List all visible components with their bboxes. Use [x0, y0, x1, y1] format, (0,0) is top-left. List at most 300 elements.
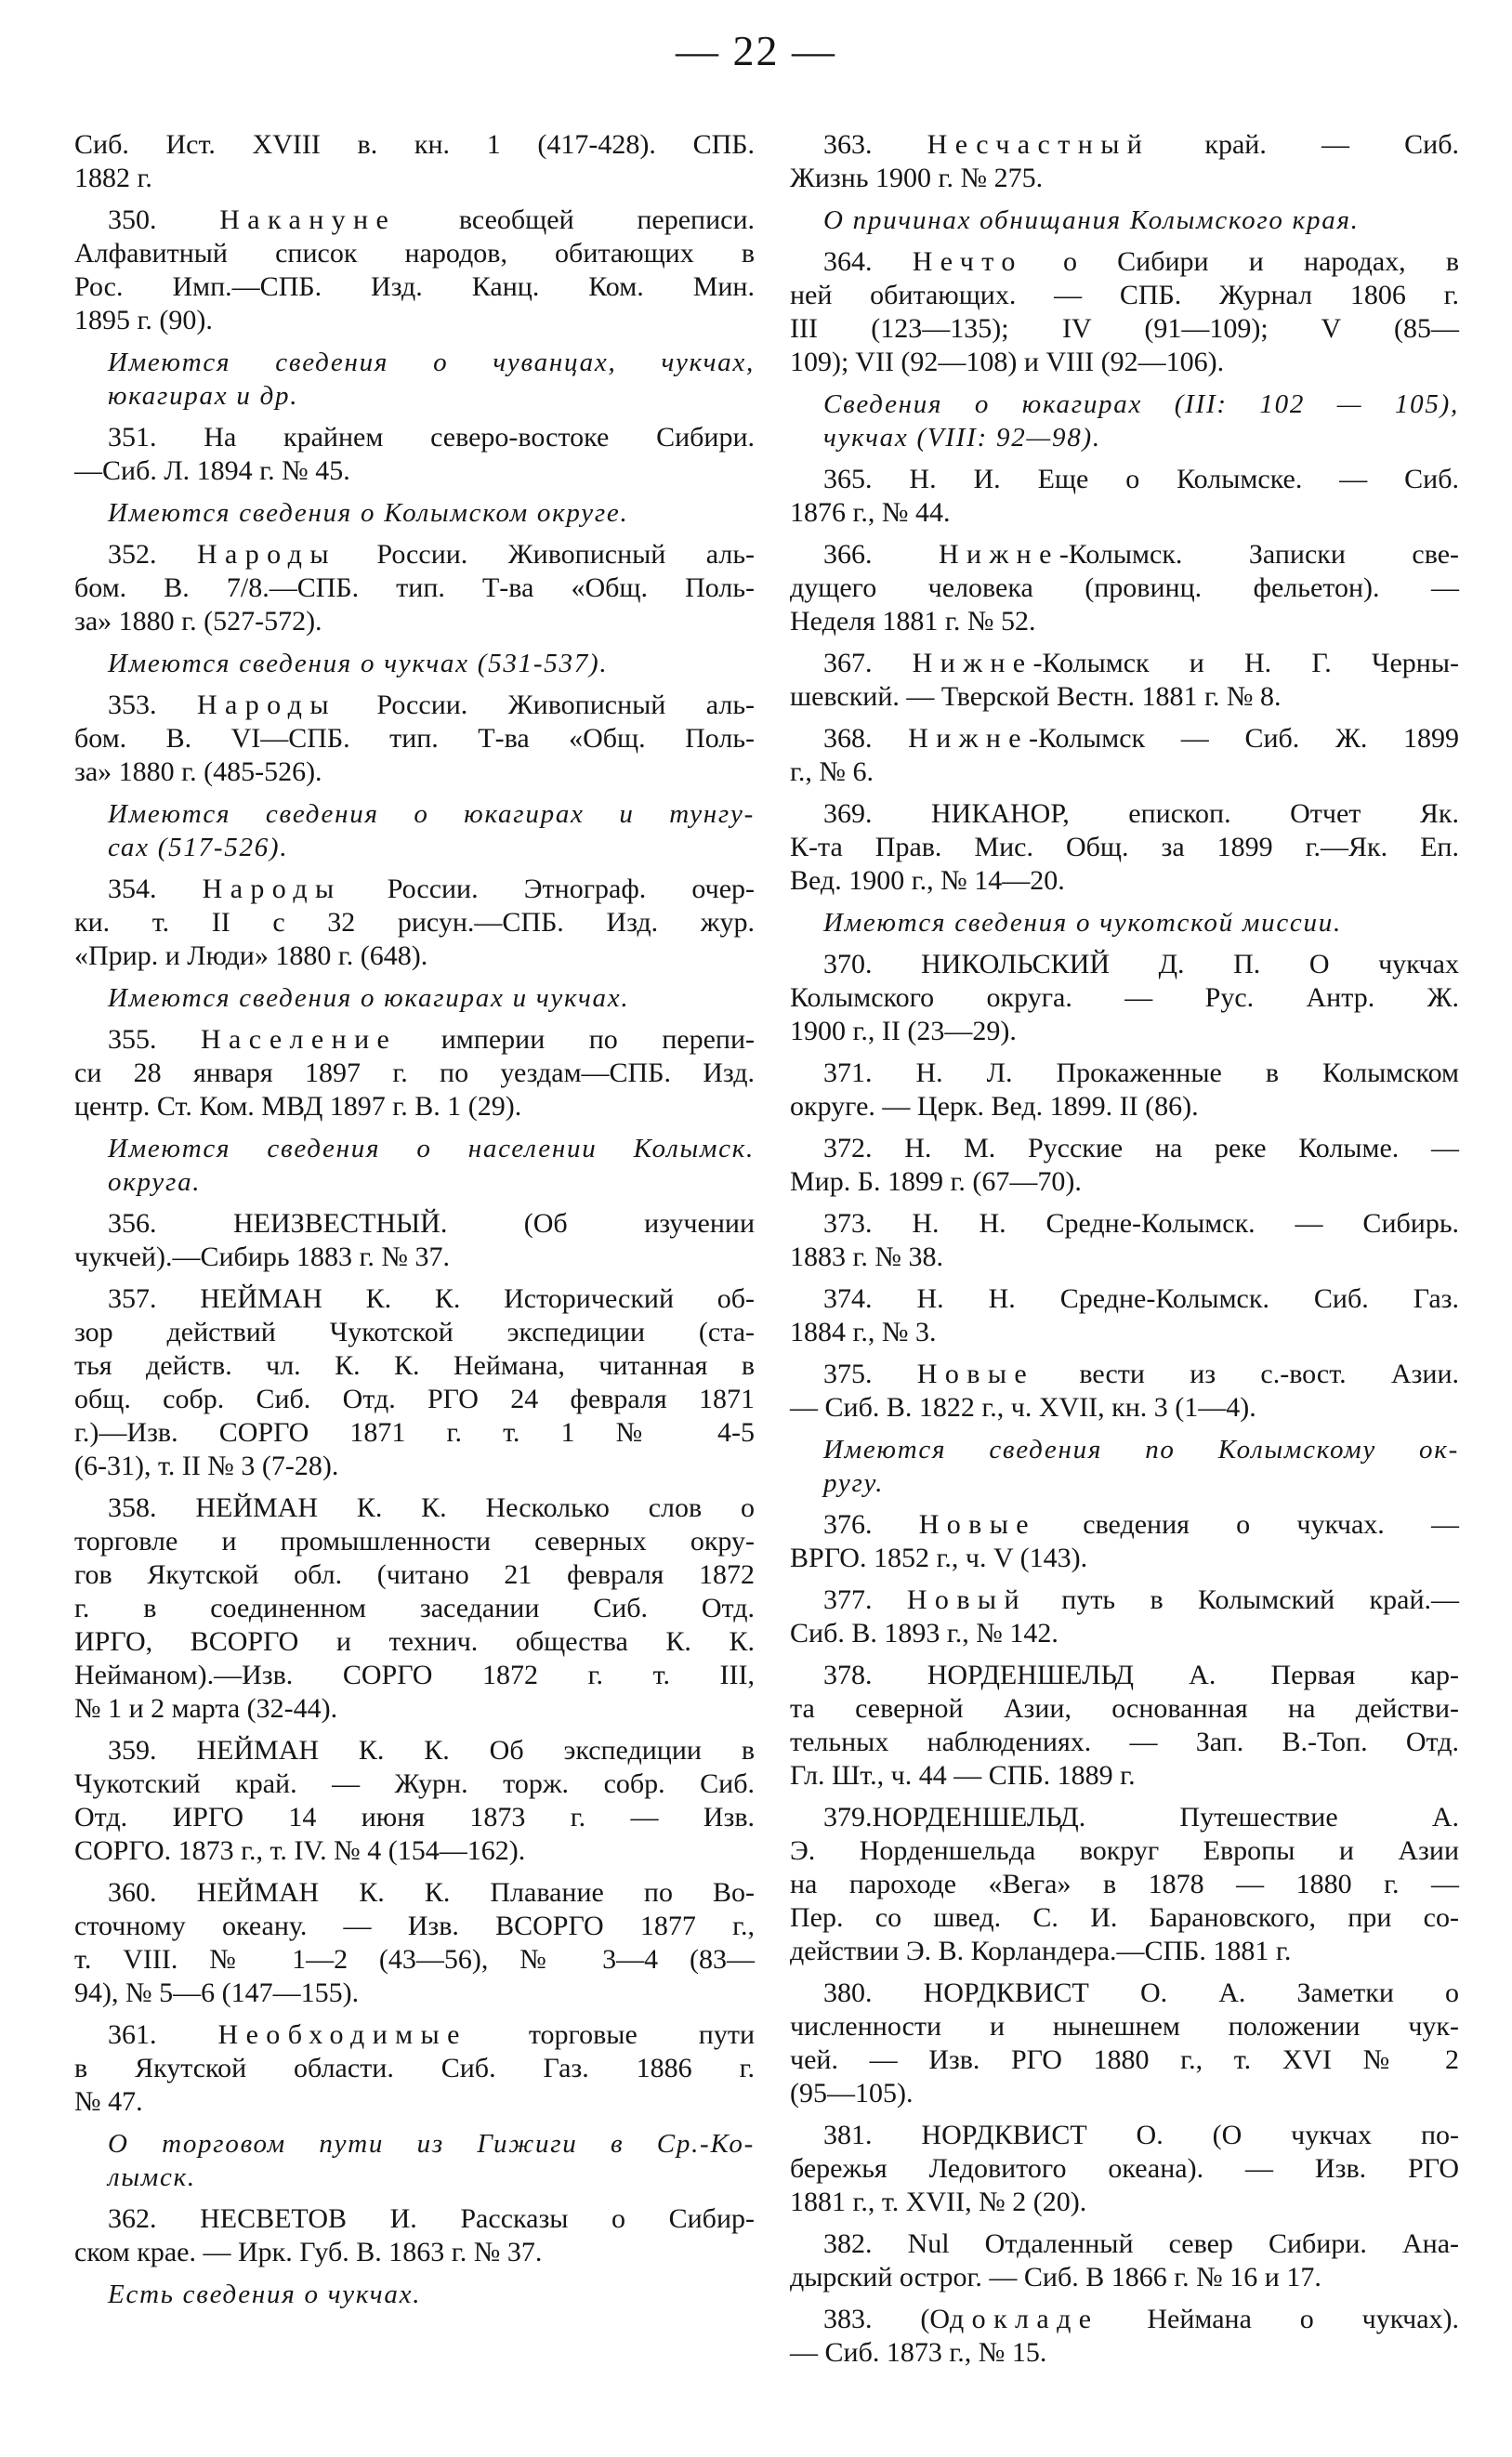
entry-text: К-та Прав. Мис. Общ. за 1899 г.—Як. Еп.	[790, 832, 1459, 862]
entry-title-spaced: Новый	[906, 1584, 1027, 1615]
entry-text: ней обитающих. — СПБ. Журнал 1806 г.	[790, 280, 1459, 310]
annotation-line: Имеются сведения о чукотской миссии.	[823, 908, 1343, 938]
entry-text: Вед. 1900 г., № 14—20.	[790, 865, 1065, 896]
entry-line	[790, 2336, 1459, 2370]
entry-line	[74, 722, 755, 755]
entry-line	[790, 162, 1459, 195]
entry-line	[74, 2236, 755, 2269]
entry-text: сточному океану. — Изв. ВСОРГО 1877 г.,	[74, 1911, 755, 1941]
entry-title-spaced: Население	[200, 1024, 398, 1055]
entry-text: Отд. ИРГО 14 июня 1873 г. — Изв.	[74, 1802, 755, 1833]
annotation-line: Сведения о юкагирах (III: 102 — 105),	[823, 389, 1459, 419]
entry-text: На крайнем северо-востоке Сибири.	[204, 422, 756, 453]
bibliography-entry	[790, 647, 1459, 714]
entry-text: на пароходе «Вега» в 1878 — 1880 г. —	[790, 1869, 1459, 1899]
bibliography-entry	[790, 463, 1459, 530]
entry-text: шевский. — Тверской Вестн. 1881 г. № 8.	[790, 681, 1282, 712]
entry-text: 109); VII (92—108) и VIII (92—106).	[790, 347, 1225, 377]
bibliography-entry	[790, 1057, 1459, 1123]
entry-annotation	[74, 2127, 755, 2194]
entry-line	[790, 1282, 1459, 1316]
entry-title-spaced: докладе	[950, 2304, 1099, 2334]
bibliography-entry	[790, 2227, 1459, 2294]
entry-text: НОРДКВИСТ О. А. Заметки о	[923, 1977, 1459, 2008]
entry-text: России. Живописный аль-	[376, 690, 756, 720]
entry-title-spaced: Народы	[196, 690, 336, 720]
entry-text: НИКОЛЬСКИЙ Д. П. О чукчах	[921, 949, 1459, 979]
entry-line	[790, 1834, 1459, 1868]
entry-text: Нейманом).—Изв. СОРГО 1872 г. т. III,	[74, 1660, 755, 1690]
entry-number: 360.	[108, 1877, 157, 1908]
entry-line	[790, 2010, 1459, 2043]
entry-line	[790, 1057, 1459, 1090]
annotation-line: Есть сведения о чукчах.	[108, 2280, 422, 2309]
entry-line	[74, 204, 755, 237]
entry-text: Неймана о чукчах).	[1147, 2304, 1459, 2334]
entry-text: 1895 г. (90).	[74, 305, 213, 335]
entry-line	[74, 304, 755, 337]
entry-line	[74, 1525, 755, 1558]
entry-line	[790, 2152, 1459, 2186]
bibliography-entry	[790, 1583, 1459, 1650]
entry-line	[74, 2018, 755, 2052]
entry-line	[74, 1734, 755, 1767]
entry-number: 382.	[823, 2228, 873, 2259]
entry-text: о Сибири и народах, в	[1062, 246, 1459, 277]
entry-number: 356.	[108, 1208, 157, 1239]
bibliography-entry	[790, 1659, 1459, 1793]
annotation-line: юкагирах и др.	[108, 381, 299, 411]
entry-text: сведения о чукчах. —	[1083, 1509, 1460, 1540]
entry-text: -Колымск и Н. Г. Черны-	[1032, 648, 1459, 678]
entry-number: 368.	[823, 723, 873, 754]
entry-text: «Прир. и Люди» 1880 г. (648).	[74, 940, 428, 971]
entry-number: 379.	[823, 1802, 873, 1833]
entry-number: 353.	[108, 690, 157, 720]
annotation-line: округа.	[108, 1167, 202, 1197]
entry-text: -Колымск. Записки све-	[1058, 539, 1459, 570]
entry-text: бережья Ледовитого океана). — Изв. РГО	[790, 2153, 1459, 2184]
entry-text: 1900 г., II (23—29).	[790, 1016, 1017, 1046]
entry-title-spaced: Нижне	[912, 648, 1033, 678]
entry-line	[74, 2085, 755, 2119]
bibliography-entry	[790, 722, 1459, 789]
bibliography-entry	[790, 1508, 1459, 1575]
entry-number: 351.	[108, 422, 157, 453]
entry-text: — Сиб. 1873 г., № 15.	[790, 2337, 1047, 2368]
entry-text: Мир. Б. 1899 г. (67—70).	[790, 1166, 1082, 1197]
entry-number: 352.	[108, 539, 157, 570]
entry-line	[790, 312, 1459, 346]
entry-text: —Сиб. Л. 1894 г. № 45.	[74, 455, 350, 486]
entry-number: 377.	[823, 1584, 873, 1615]
entry-line	[74, 1491, 755, 1525]
entry-text: торговле и промышленности северных окру-	[74, 1526, 755, 1557]
entry-line	[790, 1617, 1459, 1650]
entry-text: России. Этнограф. очер-	[387, 874, 755, 904]
entry-number: 354.	[108, 874, 157, 904]
entry-line	[74, 1207, 755, 1241]
entry-line	[790, 1801, 1459, 1834]
entry-annotation	[790, 204, 1459, 237]
bibliography-entry	[74, 1207, 755, 1274]
entry-text: № 1 и 2 марта (32-44).	[74, 1693, 338, 1724]
entry-text: Неделя 1881 г. № 52.	[790, 606, 1036, 637]
right-column	[790, 128, 1459, 2378]
entry-text: в Якутской области. Сиб. Газ. 1886 г.	[74, 2053, 755, 2083]
entry-text: Гл. Шт., ч. 44 — СПБ. 1889 г.	[790, 1760, 1136, 1791]
entry-text: 94), № 5—6 (147—155).	[74, 1977, 360, 2008]
entry-text: центр. Ст. Ком. МВД 1897 г. В. 1 (29).	[74, 1091, 522, 1122]
entry-line	[790, 1207, 1459, 1241]
entry-number: 375.	[823, 1359, 873, 1389]
entry-number: 363.	[823, 129, 873, 160]
bibliography-entry	[74, 1734, 755, 1868]
entry-line	[790, 572, 1459, 605]
entry-line	[74, 873, 755, 906]
annotation-line: Имеются сведения о чуванцах, чукчах,	[108, 348, 755, 377]
annotation-line: Имеются сведения по Колымскому ок-	[823, 1435, 1459, 1465]
annotation-line: Имеются сведения о Колымском округе.	[108, 498, 629, 528]
entry-line	[790, 647, 1459, 680]
entry-text: Сиб. В. 1893 г., № 142.	[790, 1618, 1058, 1649]
entry-text: тья действ. чл. К. К. Неймана, читанная в	[74, 1350, 755, 1381]
entry-title-spaced: Народы	[202, 874, 342, 904]
entry-line	[790, 2077, 1459, 2110]
entry-text: гов Якутской обл. (читано 21 февраля 1872	[74, 1559, 755, 1590]
bibliography-entry	[74, 1491, 755, 1726]
entry-line	[790, 346, 1459, 379]
entry-line	[74, 1057, 755, 1090]
entry-line	[74, 270, 755, 304]
entry-annotation	[74, 346, 755, 413]
entry-annotation	[74, 797, 755, 864]
entry-text: (6-31), т. II № 3 (7-28).	[74, 1451, 339, 1481]
entry-text: НЕЙМАН К. К. Исторический об-	[200, 1283, 755, 1314]
entry-text: Н. Л. Прокаженные в Колымском	[915, 1058, 1459, 1088]
entry-line	[790, 279, 1459, 312]
entry-annotation	[790, 388, 1459, 454]
entry-text: г.)—Изв. СОРГО 1871 г. т. 1 № 4-5	[74, 1417, 755, 1448]
entry-text: ВРГО. 1852 г., ч. V (143).	[790, 1543, 1088, 1573]
entry-text: НОРДЕНШЕЛЬД. Путешествие А.	[872, 1802, 1459, 1833]
entry-text: НЕЙМАН К. К. Об экспедиции в	[196, 1735, 755, 1766]
entry-line	[74, 1558, 755, 1592]
entry-text: Колымского округа. — Рус. Антр. Ж.	[790, 982, 1459, 1013]
entry-number: 383.	[823, 2304, 873, 2334]
entry-title-spaced: Накануне	[219, 204, 397, 235]
entry-text: чей. — Изв. РГО 1880 г., т. XVI № 2	[790, 2044, 1459, 2075]
entry-line	[790, 2303, 1459, 2336]
entry-text: ки. т. II с 32 рисун.—СПБ. Изд. жур.	[74, 907, 755, 938]
entry-text: зор действий Чукотской экспедиции (ста-	[74, 1317, 755, 1347]
entry-number: 372.	[823, 1133, 873, 1163]
bibliography-entry	[74, 421, 755, 488]
entry-title-spaced: Новые	[918, 1509, 1037, 1540]
entry-line	[790, 2043, 1459, 2077]
entry-text: г. в соединенном заседании Сиб. Отд.	[74, 1593, 755, 1623]
entry-line	[790, 1935, 1459, 1968]
entry-annotation	[790, 906, 1459, 939]
entry-line	[74, 237, 755, 270]
entry-text: Э. Норденшельда вокруг Европы и Азии	[790, 1835, 1459, 1866]
entry-line	[790, 2186, 1459, 2219]
entry-text: путь в Колымский край.—	[1061, 1584, 1460, 1615]
entry-number: 350.	[108, 204, 157, 235]
entry-line	[74, 421, 755, 454]
bibliography-entry	[790, 797, 1459, 898]
entry-line	[74, 605, 755, 638]
entry-number: 381.	[823, 2120, 873, 2150]
entry-line	[74, 1801, 755, 1834]
entry-line	[790, 128, 1459, 162]
entry-text: Жизнь 1900 г. № 275.	[790, 163, 1044, 193]
entry-text: торговые пути	[528, 2019, 755, 2050]
entry-line	[790, 1015, 1459, 1048]
page-number: — 22 —	[676, 27, 836, 74]
bibliography-entry	[74, 2202, 755, 2269]
entry-title-spaced: Несчастный	[927, 129, 1150, 160]
entry-text: Алфавитный список народов, обитающих в	[74, 238, 755, 269]
bibliography-entry	[790, 1358, 1459, 1425]
entry-text: общ. собр. Сиб. Отд. РГО 24 февраля 1871	[74, 1384, 755, 1414]
entry-line	[790, 463, 1459, 496]
entry-line	[790, 722, 1459, 755]
entry-line	[790, 1241, 1459, 1274]
entry-number: 371.	[823, 1058, 873, 1088]
entry-line	[790, 245, 1459, 279]
entry-text: III (123—135); IV (91—109); V (85—	[790, 313, 1459, 344]
entry-text: НИКАНОР, епископ. Отчет Як.	[931, 798, 1459, 829]
entry-text: Чукотский край. — Журн. торж. собр. Сиб.	[74, 1768, 755, 1799]
entry-text: за» 1880 г. (485-526).	[74, 756, 322, 787]
bibliography-entry	[790, 245, 1459, 379]
bibliography-entry	[790, 538, 1459, 638]
entry-text: 1881 г., т. XVII, № 2 (20).	[790, 2187, 1087, 2217]
bibliography-entry	[74, 873, 755, 973]
bibliography-entry	[74, 2018, 755, 2119]
annotation-line: Имеются сведения о юкагирах и тунгу-	[108, 799, 755, 829]
entry-line	[790, 2261, 1459, 2294]
entry-text: НЕЙМАН К. К. Несколько слов о	[195, 1492, 755, 1523]
entry-line	[790, 1090, 1459, 1123]
entry-number: 370.	[823, 949, 873, 979]
entry-text: край. — Сиб.	[1204, 129, 1459, 160]
entry-text: № 47.	[74, 2086, 143, 2117]
entry-line	[790, 831, 1459, 864]
entry-text: СОРГО. 1873 г., т. IV. № 4 (154—162).	[74, 1835, 526, 1866]
entry-line	[74, 538, 755, 572]
entry-line	[74, 1659, 755, 1692]
entry-line	[74, 1943, 755, 1977]
entry-line	[74, 572, 755, 605]
entry-line	[790, 797, 1459, 831]
entry-text: 1883 г. № 38.	[790, 1242, 944, 1272]
entry-title-spaced: Нижне	[908, 723, 1029, 754]
annotation-line: чукчах (VIII: 92—98).	[823, 423, 1101, 453]
bibliography-entry	[790, 128, 1459, 195]
annotation-line: О причинах обнищания Колымского края.	[823, 205, 1360, 235]
bibliography-entry	[74, 128, 755, 195]
entry-text: НОРДЕНШЕЛЬД А. Первая кар-	[927, 1660, 1460, 1690]
entry-text: Н. М. Русские на реке Колыме. —	[904, 1133, 1459, 1163]
entry-line	[790, 1583, 1459, 1617]
entry-line	[74, 1767, 755, 1801]
entry-number: 359.	[108, 1735, 157, 1766]
entry-line	[74, 1282, 755, 1316]
annotation-line: сах (517-526).	[108, 833, 289, 862]
entry-text: си 28 января 1897 г. по уездам—СПБ. Изд.	[74, 1058, 755, 1088]
entry-line	[790, 2227, 1459, 2261]
entry-number: 362.	[108, 2203, 157, 2234]
entry-annotation	[74, 1132, 755, 1199]
entry-text: бом. В. 7/8.—СПБ. тип. Т-ва «Общ. Поль-	[74, 572, 755, 603]
entry-text: вести из с.-вост. Азии.	[1079, 1359, 1460, 1389]
entry-line	[790, 1542, 1459, 1575]
entry-title-spaced: Народы	[196, 539, 336, 570]
entry-line	[790, 864, 1459, 898]
bibliography-entry	[790, 1132, 1459, 1199]
entry-line	[790, 755, 1459, 789]
entry-text: империи по перепи-	[440, 1024, 756, 1055]
entry-text: ском крае. — Ирк. Губ. В. 1863 г. № 37.	[74, 2237, 543, 2267]
entry-text: численности и нынешнем положении чук-	[790, 2011, 1459, 2042]
entry-number: 358.	[108, 1492, 157, 1523]
entry-text: НЕИЗВЕСТНЫЙ. (Об изучении	[232, 1208, 756, 1239]
bibliography-entry	[790, 948, 1459, 1048]
entry-line	[790, 948, 1459, 981]
entry-line	[74, 1349, 755, 1383]
entry-line	[790, 1132, 1459, 1165]
bibliography-entry	[790, 1282, 1459, 1349]
entry-text: округе. — Церк. Вед. 1899. II (86).	[790, 1091, 1199, 1122]
entry-line	[790, 1508, 1459, 1542]
entry-number: 374.	[823, 1283, 873, 1314]
entry-line	[790, 1868, 1459, 1901]
bibliography-entry	[74, 1876, 755, 2010]
annotation-line: Имеются сведения о юкагирах и чукчах.	[108, 983, 630, 1013]
entry-text: 1882 г.	[74, 163, 152, 193]
entry-number: 376.	[823, 1509, 873, 1540]
entry-line	[790, 605, 1459, 638]
entry-text: НЕСВЕТОВ И. Рассказы о Сибир-	[200, 2203, 755, 2234]
entry-text: Н. Н. Средне-Колымск. Сиб. Газ.	[916, 1283, 1459, 1314]
entry-title-spaced: Нечто	[912, 246, 1023, 277]
entry-text: НОРДКВИСТ О. (О чукчах по-	[921, 2120, 1459, 2150]
bibliography-entry	[790, 2303, 1459, 2370]
entry-number: 365.	[823, 464, 873, 494]
entry-line	[74, 755, 755, 789]
entry-number: 361.	[108, 2019, 157, 2050]
entry-line	[790, 538, 1459, 572]
entry-line	[74, 1241, 755, 1274]
entry-line	[790, 1316, 1459, 1349]
entry-text: Н. И. Еще о Колымске. — Сиб.	[909, 464, 1460, 494]
left-column	[74, 128, 755, 2319]
entry-line	[790, 1726, 1459, 1759]
entry-line	[790, 2119, 1459, 2152]
bibliography-entry	[790, 2119, 1459, 2219]
entry-text: Nul Отдаленный север Сибири. Ана-	[907, 2228, 1460, 2259]
entry-line	[790, 1391, 1459, 1425]
entry-text: 1876 г., № 44.	[790, 497, 951, 528]
entry-text: Сиб. Ист. XVIII в. кн. 1 (417-428). СПБ.	[74, 129, 755, 160]
bibliography-entry	[74, 1282, 755, 1483]
entry-line	[74, 1625, 755, 1659]
entry-line	[74, 1416, 755, 1450]
entry-annotation	[74, 2278, 755, 2311]
entry-line	[790, 680, 1459, 714]
entry-line	[790, 1759, 1459, 1793]
entry-line	[790, 1659, 1459, 1692]
bibliography-entry	[74, 1023, 755, 1123]
entry-text: всеобщей переписи.	[458, 204, 755, 235]
entry-line	[74, 906, 755, 939]
entry-line	[74, 2202, 755, 2236]
entry-annotation	[74, 981, 755, 1015]
entry-line	[790, 1901, 1459, 1935]
annotation-line: Имеются сведения о населении Колымск.	[108, 1134, 755, 1163]
annotation-line: ругу.	[823, 1468, 885, 1498]
entry-line	[74, 162, 755, 195]
entry-text: чукчей).—Сибирь 1883 г. № 37.	[74, 1242, 451, 1272]
entry-number: 357.	[108, 1283, 157, 1314]
entry-line	[74, 454, 755, 488]
entry-number: 366.	[823, 539, 873, 570]
entry-line	[74, 128, 755, 162]
entry-line	[74, 2052, 755, 2085]
bibliography-entry	[74, 538, 755, 638]
bibliography-entry	[790, 1801, 1459, 1968]
entry-line	[74, 939, 755, 973]
entry-number: 367.	[823, 648, 873, 678]
entry-line	[790, 496, 1459, 530]
entry-line	[74, 1834, 755, 1868]
entry-text: 1884 г., № 3.	[790, 1317, 937, 1347]
entry-number: 369.	[823, 798, 873, 829]
entry-line	[74, 1977, 755, 2010]
entry-line	[74, 1876, 755, 1910]
entry-line	[790, 1977, 1459, 2010]
entry-number: 373.	[823, 1208, 873, 1239]
entry-line	[790, 1692, 1459, 1726]
entry-line	[74, 1316, 755, 1349]
bibliography-entry	[74, 204, 755, 337]
entry-text: — Сиб. В. 1822 г., ч. XVII, кн. 3 (1—4).	[790, 1392, 1256, 1423]
entry-text: России. Живописный аль-	[376, 539, 756, 570]
entry-line	[74, 1592, 755, 1625]
entry-number: 364.	[823, 246, 873, 277]
entry-text: НЕЙМАН К. К. Плавание по Во-	[196, 1877, 756, 1908]
entry-text: бом. В. VI—СПБ. тип. Т-ва «Общ. Поль-	[74, 723, 755, 754]
entry-title-spaced: Новые	[916, 1359, 1035, 1389]
entry-line	[74, 1090, 755, 1123]
entry-text: Рос. Имп.—СПБ. Изд. Канц. Ком. Мин.	[74, 271, 755, 302]
entry-line	[74, 1910, 755, 1943]
entry-text: дырский острог. — Сиб. В 1866 г. № 16 и 17.	[790, 2262, 1321, 2293]
entry-line	[74, 1450, 755, 1483]
entry-text: та северной Азии, основанная на действи-	[790, 1693, 1459, 1724]
entry-line	[790, 1358, 1459, 1391]
entry-line	[790, 981, 1459, 1015]
entry-text: Пер. со швед. С. И. Барановского, при со-	[790, 1902, 1459, 1933]
entry-annotation	[74, 496, 755, 530]
entry-text: Н. Н. Средне-Колымск. — Сибирь.	[912, 1208, 1459, 1239]
entry-number: 380.	[823, 1977, 873, 2008]
entry-annotation	[74, 647, 755, 680]
entry-text: за» 1880 г. (527-572).	[74, 606, 322, 637]
entry-prefix: (О	[920, 2304, 951, 2334]
